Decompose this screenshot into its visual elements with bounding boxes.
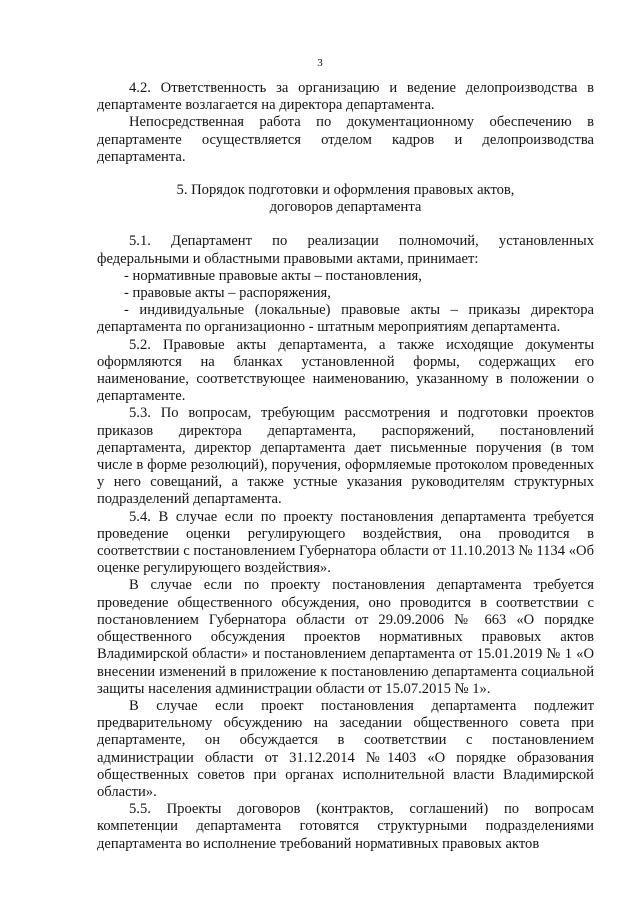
paragraph-5-4-public-council: В случае если проект постановления департамента подлежит предварительному обсуждению на заседании общественного совета при департаменте, он обсуждается в соответствии с постановлением администрации области от 31.12.2014 №1403 «О порядке образования общественных советов при органах исполнительной власти Владимирской области». bbox=[97, 697, 594, 800]
section-5-heading-line-2: договоров департамента bbox=[269, 199, 422, 216]
paragraph-5-4-public-discussion: В случае если по проекту постановления департамента требуется проведение общественного обсуждения, оно проводится в соответствии с постановлением Губернатора области от 29.09.2006 № 663 «О порядке общественного обсуждения проектов нормативных правовых актов Владимирской области» и постановлением департамента от 15.01.2019 № 1 «О внесении изменений в приложение к постановлению департамента социальной защиты населения администрации области от 15.07.2015 № 1». bbox=[97, 577, 594, 697]
paragraph-4-2: 4.2. Ответственность за организацию и ведение делопроизводства в департаменте возлагается на директора департамента. bbox=[97, 80, 594, 114]
paragraph-5-3: 5.3. По вопросам, требующим рассмотрения и подготовки проектов приказов директора департамента, распоряжений, постановлений департамента, директор департамента дает письменные поручения (в том числе в форме резолюций), поручения, оформляемые протоколом проведенных у него совещаний, а также устные указания руководителям структурных подразделений департамента. bbox=[97, 405, 594, 508]
paragraph-5-2: 5.2. Правовые акты департамента, а также исходящие документы оформляются на бланках установленной формы, содержащих его наименование, соответствующее наименованию, указанному в положении о департаменте. bbox=[97, 336, 594, 405]
list-item-legal-acts: - правовые акты – распоряжения, bbox=[124, 285, 331, 302]
list-item-normative-acts: - нормативные правовые акты – постановления, bbox=[124, 267, 422, 284]
page-number: 3 bbox=[317, 57, 323, 69]
document-body bbox=[97, 80, 594, 853]
paragraph-4-2-continued: Непосредственная работа по документационному обеспечению в департаменте осуществляется отделом кадров и делопроизводства департамента. bbox=[97, 114, 594, 165]
section-5-heading-line-1: 5. Порядок подготовки и оформления правовых актов, bbox=[176, 182, 515, 199]
list-item-local-acts: - индивидуальные (локальные) правовые акты – приказы директора департамента по организационно - штатным мероприятиям департамента. bbox=[97, 302, 594, 336]
paragraph-5-5: 5.5. Проекты договоров (контрактов, соглашений) по вопросам компетенции департамента готовятся структурными подразделениями департамента во исполнение требований нормативных правовых актов bbox=[97, 801, 594, 852]
section-5-heading bbox=[97, 166, 594, 233]
paragraph-5-4: 5.4. В случае если по проекту постановления департамента требуется проведение оценки регулирующего воздействия, она проводится в соответствии с постановлением Губернатора области от 11.10.2013 № 1134 «Об оценке регулирующего воздействия». bbox=[97, 508, 594, 577]
paragraph-5-1: 5.1. Департамент по реализации полномочий, установленных федеральными и областными правовыми актами, принимает: bbox=[97, 233, 594, 267]
